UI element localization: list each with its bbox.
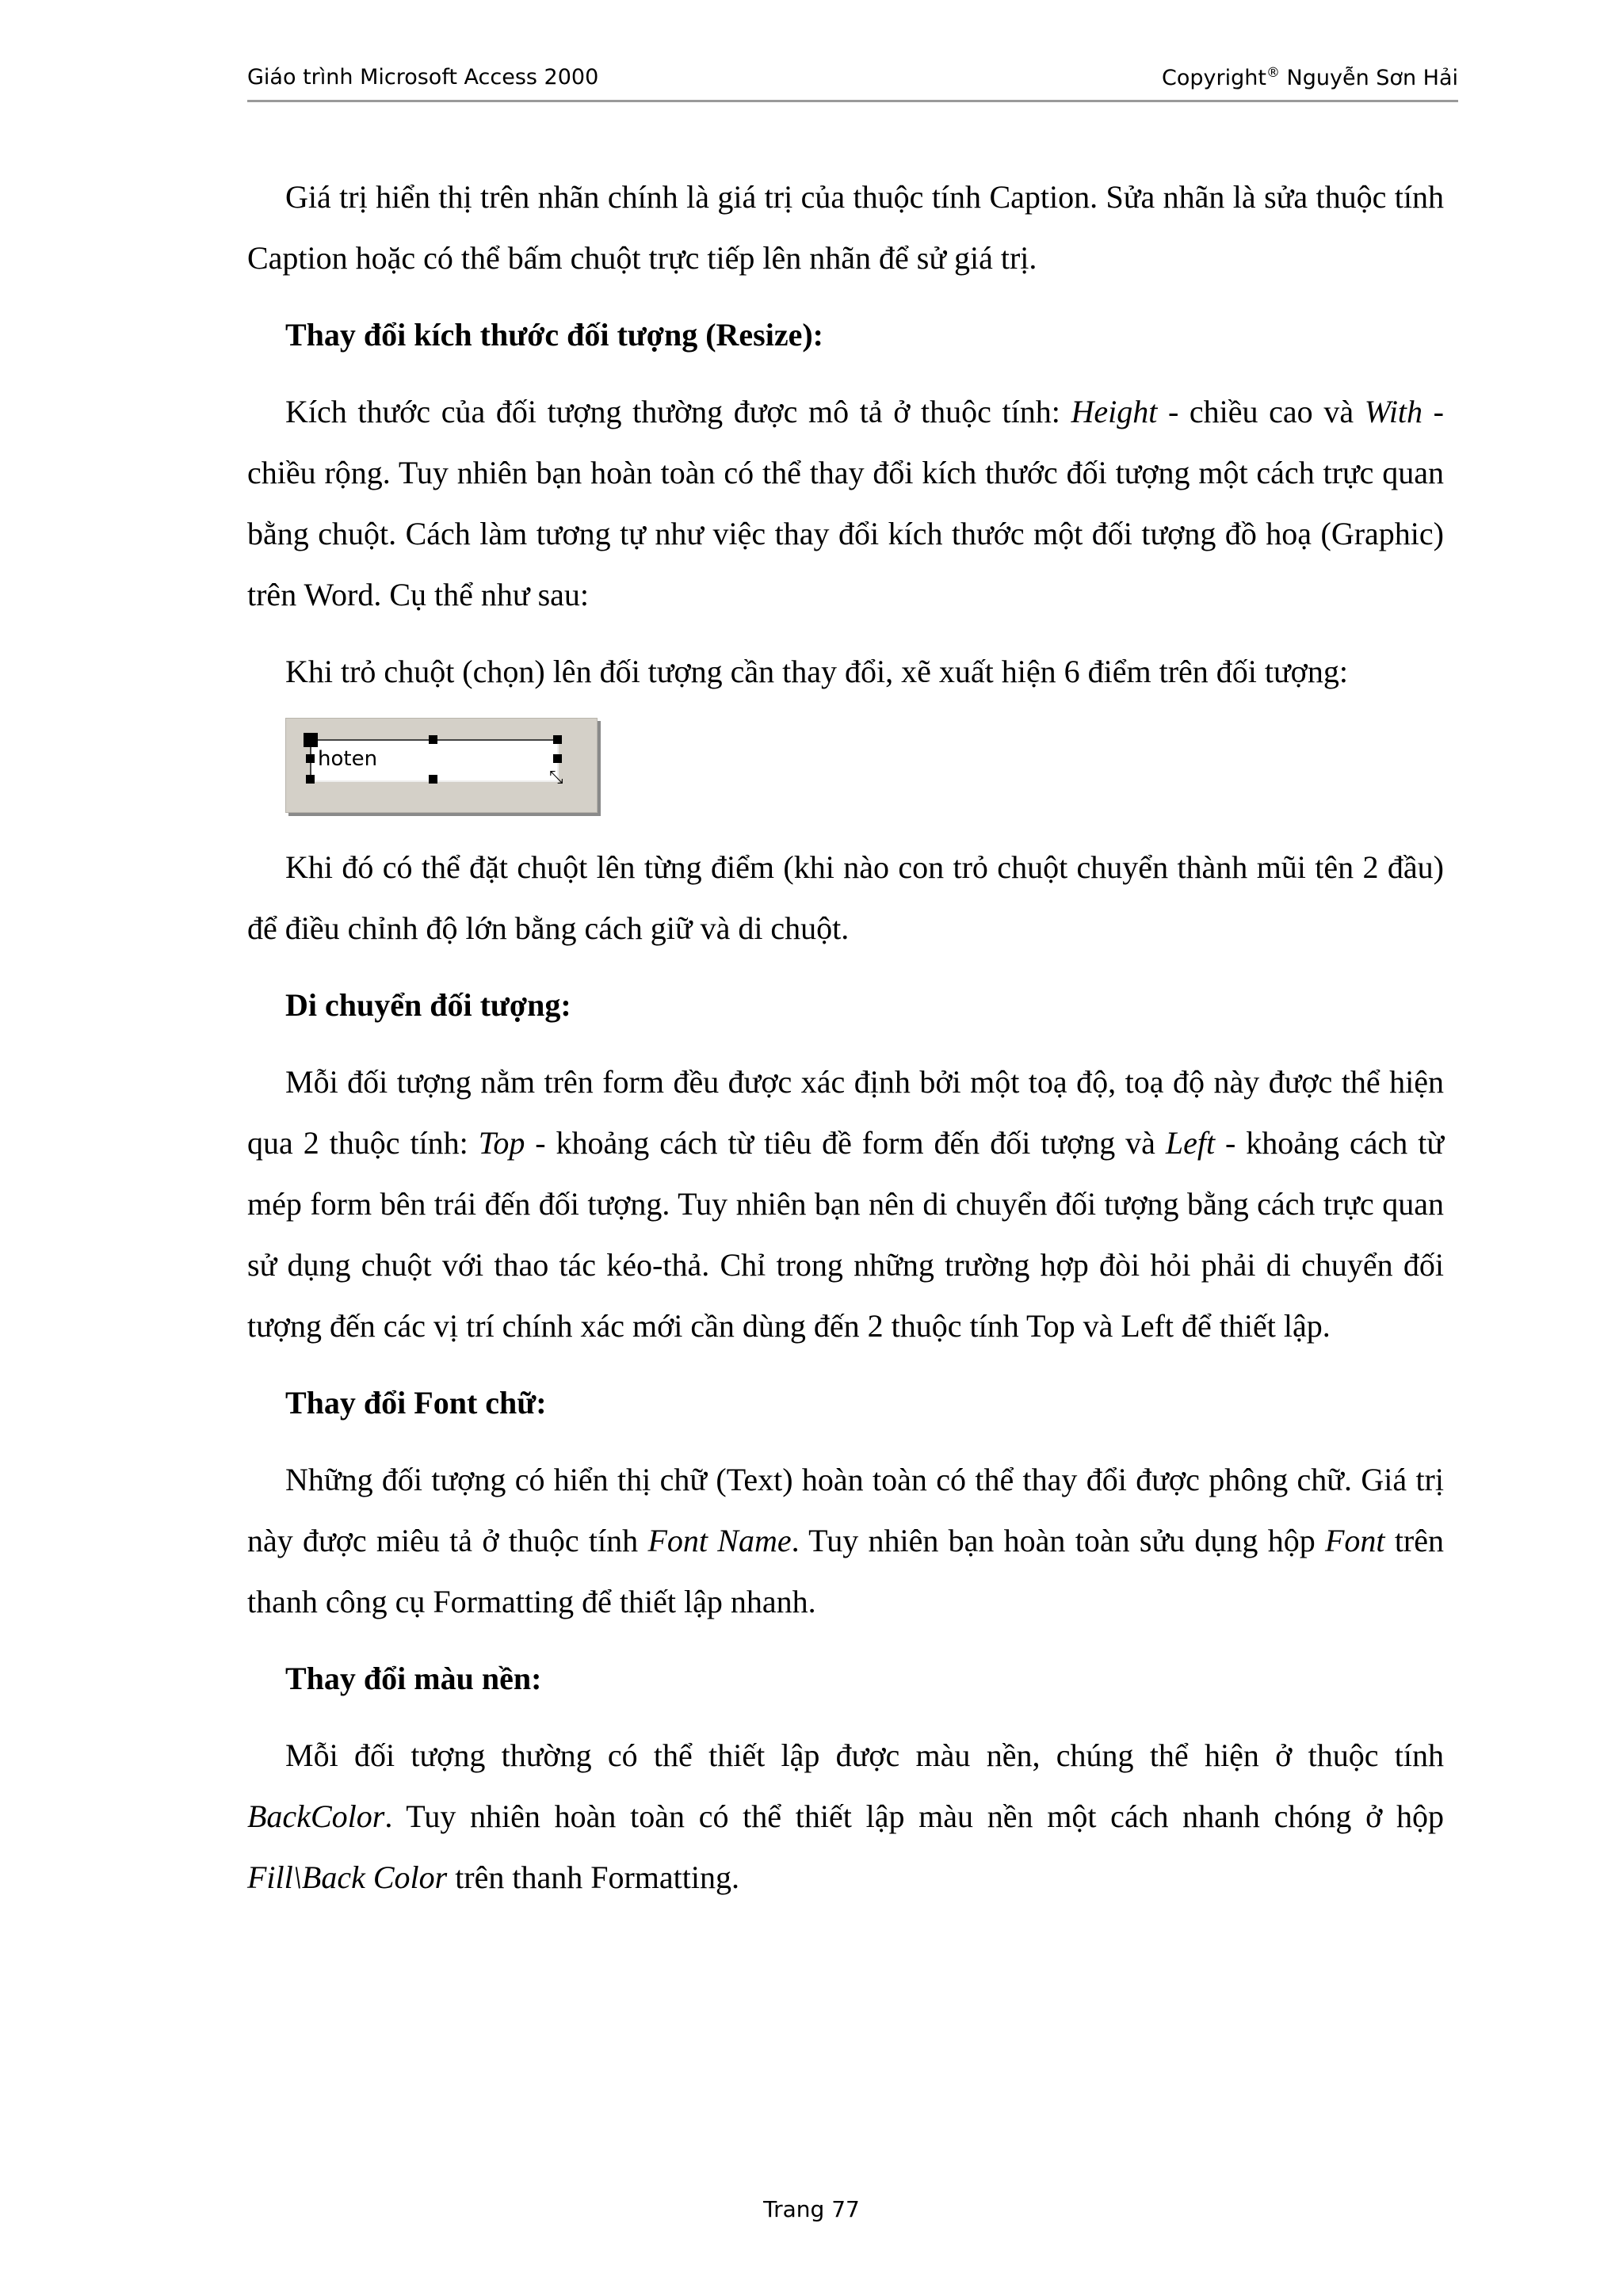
page-header xyxy=(247,65,1458,100)
paragraph-move xyxy=(247,1051,1444,1356)
resize-handles-figure xyxy=(285,718,598,813)
page-number: Trang 77 xyxy=(763,2196,860,2222)
registered-mark: ® xyxy=(1266,65,1280,81)
text-run: - khoảng cách từ tiêu đề form đến đối tượng và xyxy=(525,1125,1166,1161)
italic-term-left: Left xyxy=(1165,1125,1216,1161)
italic-term-fill-back-color: Fill\Back Color xyxy=(247,1859,448,1895)
text-run: - chiều rộng. Tuy nhiên bạn hoàn toàn có thể thay đổi kích thước đối tượng một cách trực quan bằng chuột. Cách làm tương tự như việc thay đổi kích thước một đối tượng đồ hoạ (Graphic) trên Word. Cụ thể như sau: xyxy=(247,394,1444,612)
resize-handle-bottom-left xyxy=(306,775,315,784)
paragraph-drag: Khi đó có thể đặt chuột lên từng điểm (khi nào con trỏ chuột chuyển thành mũi tên 2 đầu) để điều chỉnh độ lớn bằng cách giữ và di chuột. xyxy=(247,849,1444,946)
heading-font: Thay đổi Font chữ: xyxy=(285,1385,547,1421)
italic-term-font: Font xyxy=(1324,1523,1385,1558)
resize-handle-bottom xyxy=(429,775,437,784)
italic-term-backcolor: BackColor xyxy=(247,1798,385,1834)
text-run: Những đối tượng có hiển thị chữ (Text) hoàn toàn có thể thay đổi được phông chữ. Giá trị này được miêu tả ở thuộc tính xyxy=(247,1462,1444,1558)
text-run: Mỗi đối tượng thường có thể thiết lập được màu nền, chúng thể hiện ở thuộc tính xyxy=(285,1737,1444,1773)
italic-term-font-name: Font Name xyxy=(647,1523,792,1558)
resize-handle-top-right xyxy=(553,735,562,744)
italic-term-top: Top xyxy=(478,1125,525,1161)
text-run: - khoảng cách từ mép form bên trái đến đối tượng. Tuy nhiên bạn nên di chuyển đối tượng bằng cách trực quan sử dụng chuột với thao tác kéo-thả. Chỉ trong những trường hợp đòi hỏi phải di chuyển đối tượng đến các vị trí chính xác mới cần dùng đến 2 thuộc tính Top và Left để thiết lập. xyxy=(247,1125,1445,1344)
resize-handle-left xyxy=(306,754,315,763)
paragraph-resize xyxy=(247,381,1444,625)
heading-resize: Thay đổi kích thước đối tượng (Resize): xyxy=(285,317,823,353)
text-run: Mỗi đối tượng nằm trên form đều được xác định bởi một toạ độ, toạ độ này được thể hiện qua 2 thuộc tính: xyxy=(247,1064,1444,1161)
paragraph-font xyxy=(247,1449,1444,1632)
paragraph-handles: Khi trỏ chuột (chọn) lên đối tượng cần thay đổi, xẽ xuất hiện 6 điểm trên đối tượng: xyxy=(285,654,1348,689)
text-run: Kích thước của đối tượng thường được mô tả ở thuộc tính: xyxy=(285,394,1071,429)
paragraph-caption: Giá trị hiển thị trên nhãn chính là giá trị của thuộc tính Caption. Sửa nhãn là sửa thuộc tính Caption hoặc có thể bấm chuột trực tiếp lên nhãn để sử giá trị. xyxy=(247,179,1444,276)
text-run: - chiều cao và xyxy=(1157,394,1365,429)
italic-term-with: With xyxy=(1364,394,1423,429)
header-copyright xyxy=(1162,65,1458,90)
header-divider xyxy=(247,100,1458,102)
paragraph-backcolor xyxy=(247,1725,1444,1908)
text-run: . Tuy nhiên hoàn toàn có thể thiết lập màu nền một cách nhanh chóng ở hộp xyxy=(384,1798,1444,1834)
text-run: trên thanh công cụ Formatting để thiết lập nhanh. xyxy=(247,1523,1445,1619)
resize-handle-top xyxy=(429,735,437,744)
copyright-word: Copyright xyxy=(1162,66,1266,90)
header-title: Giáo trình Microsoft Access 2000 xyxy=(247,65,599,90)
text-run: . Tuy nhiên bạn hoàn toàn sửu dụng hộp xyxy=(791,1523,1325,1558)
italic-term-height: Height xyxy=(1071,394,1158,429)
page-body xyxy=(247,166,1444,1924)
heading-move: Di chuyển đối tượng: xyxy=(285,987,571,1023)
heading-backcolor: Thay đổi màu nền: xyxy=(285,1661,542,1696)
textbox-value: hoten xyxy=(318,747,378,771)
text-run: trên thanh Formatting. xyxy=(447,1859,740,1895)
move-handle xyxy=(304,733,318,747)
resize-handle-right xyxy=(553,754,562,763)
header-author: Nguyễn Sơn Hải xyxy=(1279,66,1458,90)
diagonal-resize-cursor-icon: ⤡ xyxy=(549,768,563,788)
